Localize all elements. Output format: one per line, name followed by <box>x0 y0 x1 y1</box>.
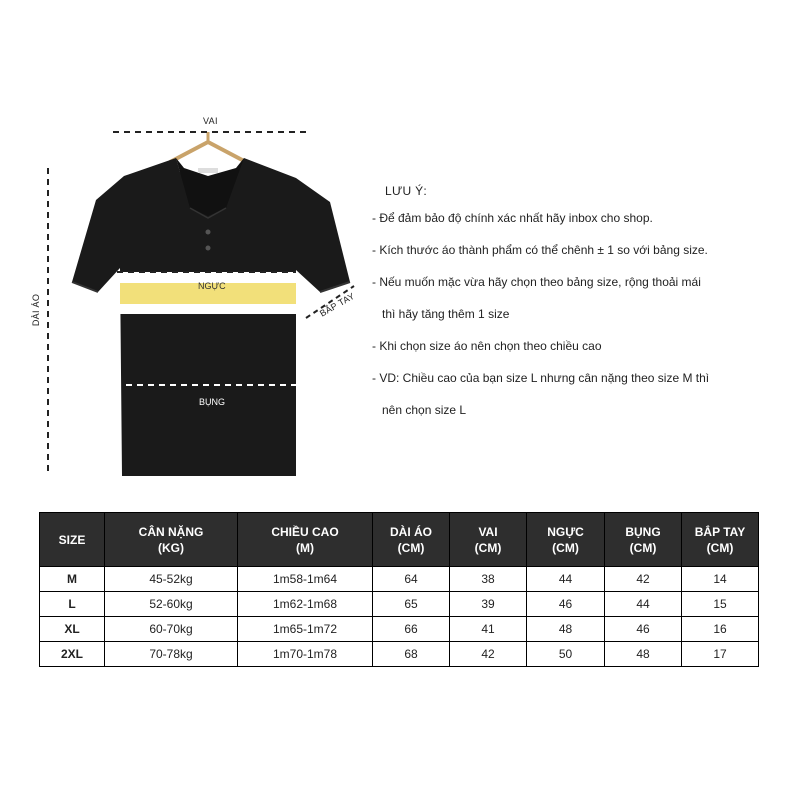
cell-sleeve: 16 <box>682 617 759 642</box>
cell-sleeve: 15 <box>682 592 759 617</box>
cell-size: 2XL <box>40 642 105 667</box>
header-size: SIZE <box>40 513 105 567</box>
cell-waist: 44 <box>605 592 682 617</box>
header-chest: NGỰC (CM) <box>527 513 605 567</box>
note-line: thì hãy tăng thêm 1 size <box>382 307 510 321</box>
cell-shoulder: 39 <box>450 592 527 617</box>
cell-size: L <box>40 592 105 617</box>
table-row <box>40 617 759 642</box>
size-table <box>39 512 759 667</box>
cell-length: 66 <box>373 617 450 642</box>
header-length: DÀI ÁO (CM) <box>373 513 450 567</box>
cell-shoulder: 42 <box>450 642 527 667</box>
note-line: - Kích thước áo thành phẩm có thể chênh ± 1 so với bảng size. <box>372 243 708 257</box>
header-sleeve: BẮP TAY (CM) <box>682 513 759 567</box>
table-row <box>40 567 759 592</box>
cell-waist: 42 <box>605 567 682 592</box>
cell-height: 1m62-1m68 <box>238 592 373 617</box>
cell-height: 1m58-1m64 <box>238 567 373 592</box>
note-line: - Khi chọn size áo nên chọn theo chiều cao <box>372 339 602 353</box>
header-shoulder: VAI (CM) <box>450 513 527 567</box>
note-line: nên chọn size L <box>382 403 467 417</box>
cell-length: 65 <box>373 592 450 617</box>
chest-label: NGỰC <box>198 281 226 291</box>
notes-title: LƯU Ý: <box>385 184 428 198</box>
cell-waist: 48 <box>605 642 682 667</box>
cell-height: 1m65-1m72 <box>238 617 373 642</box>
cell-weight: 52-60kg <box>105 592 238 617</box>
note-line: - Để đảm bảo độ chính xác nhất hãy inbox cho shop. <box>372 211 653 225</box>
header-weight: CÂN NẶNG (KG) <box>105 513 238 567</box>
shoulder-label: VAI <box>203 116 218 126</box>
cell-shoulder: 41 <box>450 617 527 642</box>
header-height: CHIỀU CAO (M) <box>238 513 373 567</box>
cell-chest: 46 <box>527 592 605 617</box>
cell-size: XL <box>40 617 105 642</box>
cell-shoulder: 38 <box>450 567 527 592</box>
header-waist: BỤNG (CM) <box>605 513 682 567</box>
cell-sleeve: 17 <box>682 642 759 667</box>
cell-weight: 70-78kg <box>105 642 238 667</box>
table-header-row <box>40 513 759 567</box>
sleeve-label: BẮP TAY <box>318 290 357 319</box>
cell-length: 64 <box>373 567 450 592</box>
cell-sleeve: 14 <box>682 567 759 592</box>
cell-waist: 46 <box>605 617 682 642</box>
cell-height: 1m70-1m78 <box>238 642 373 667</box>
cell-weight: 60-70kg <box>105 617 238 642</box>
cell-size: M <box>40 567 105 592</box>
cell-chest: 50 <box>527 642 605 667</box>
waist-label: BỤNG <box>199 397 226 407</box>
table-row <box>40 642 759 667</box>
cell-length: 68 <box>373 642 450 667</box>
length-label: DÀI ÁO <box>31 293 42 327</box>
stripe-white-bottom <box>120 304 296 314</box>
table-row <box>40 592 759 617</box>
hanger-icon <box>170 132 246 162</box>
note-line: - Nếu muốn mặc vừa hãy chọn theo bảng size, rộng thoải mái <box>372 275 701 289</box>
notes-panel <box>372 184 772 434</box>
note-line: - VD: Chiều cao của bạn size L nhưng cân nặng theo size M thì <box>372 371 710 385</box>
cell-chest: 48 <box>527 617 605 642</box>
cell-chest: 44 <box>527 567 605 592</box>
cell-weight: 45-52kg <box>105 567 238 592</box>
